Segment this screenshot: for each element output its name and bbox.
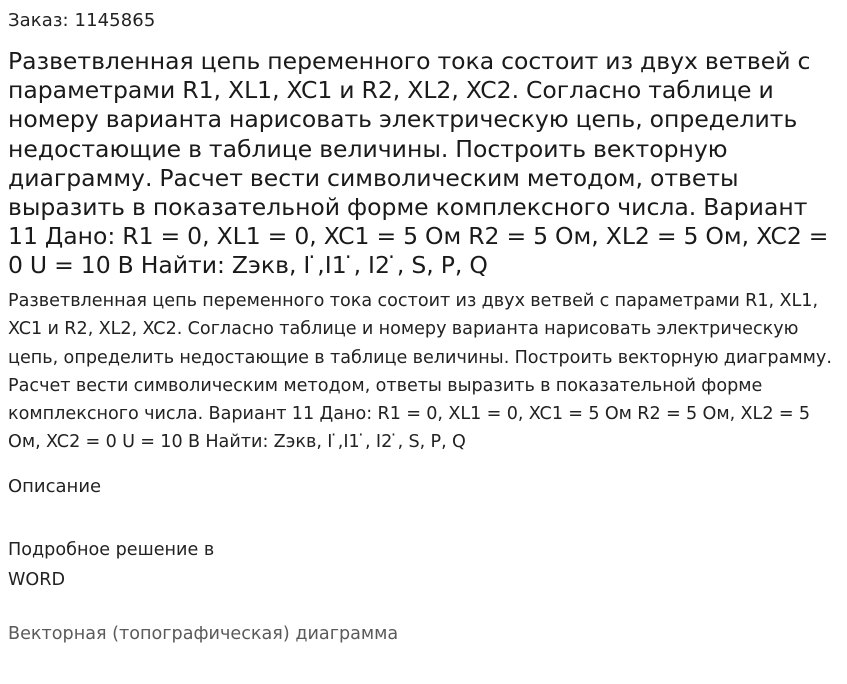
solution-note: Подробное решение в WORD	[8, 540, 215, 590]
description-heading: Описание	[8, 476, 102, 497]
diagram-caption: Векторная (топографическая) диаграмма	[8, 624, 399, 644]
task-title: Разветвленная цепь переменного тока состоит из двух ветвей с параметрами R1, XL1, XC1 и R2, XL2, XC2. Согласно таблице и номеру варианта нарисовать электрическую цепь, определить недостающие в таблице величины. Построить векторную диаграмму. Расчет вести символическим методом, ответы выразить в показательной форме комплексного числа. Вариант 11 Дано: R1 = 0, XL1 = 0, XC1 = 5 Ом R2 = 5 Ом, XL2 = 5 Ом, XC2 = 0 U = 10 В Найти: Zэкв, I ̇,I1 ̇, I2 ̇, S, P, Q	[8, 47, 829, 280]
order-number: Заказ: 1145865	[8, 10, 156, 31]
task-body: Разветвленная цепь переменного тока состоит из двух ветвей с параметрами R1, XL1, XC1 и R2, XL2, XC2. Согласно таблице и номеру варианта нарисовать электрическую цепь, определить недостающие в таблице величины. Построить векторную диаграмму. Расчет вести символическим методом, ответы выразить в показательной форме комплексного числа. Вариант 11 Дано: R1 = 0, XL1 = 0, XC1 = 5 Ом R2 = 5 Ом, XL2 = 5 Ом, XC2 = 0 U = 10 В Найти: Zэкв, I ̇,I1 ̇, I2 ̇, S, P, Q	[8, 291, 832, 453]
